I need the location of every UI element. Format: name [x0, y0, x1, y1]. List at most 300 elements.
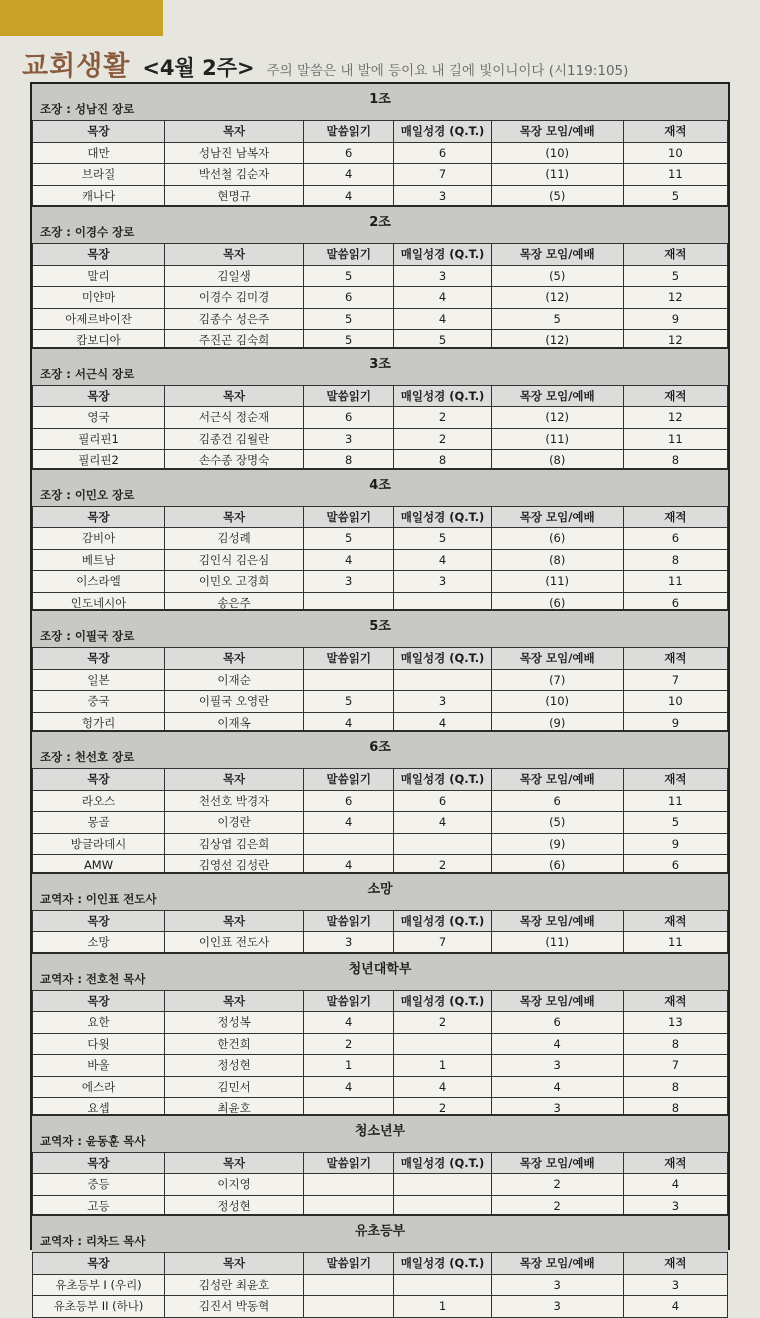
group-section: [32, 952, 728, 1120]
table-cell: (10): [491, 142, 623, 164]
table-cell: 김민서: [165, 1076, 304, 1098]
group-header: [32, 611, 728, 647]
table-row: [33, 932, 728, 954]
table-row: [33, 833, 728, 855]
table-cell: (8): [491, 450, 623, 472]
table-cell: 6: [304, 407, 394, 429]
group-section: [32, 1214, 728, 1318]
table-cell: 5: [491, 308, 623, 330]
table-cell: 이재옥: [165, 712, 304, 734]
table-cell: 중등: [33, 1174, 165, 1196]
table-cell: 6: [394, 142, 491, 164]
column-header: 목자: [165, 648, 304, 670]
table-cell: 2: [394, 855, 491, 877]
table-cell: 몽골: [33, 812, 165, 834]
table-cell: 성남진 남복자: [165, 142, 304, 164]
table-cell: 1: [394, 1296, 491, 1318]
table-row: [33, 571, 728, 593]
table-row: [33, 1174, 728, 1196]
attendance-table: [32, 647, 728, 734]
group-name: 유초등부: [354, 1224, 406, 1239]
table-cell: 3: [304, 571, 394, 593]
column-header: 목장 모임/예배: [491, 648, 623, 670]
attendance-table: [32, 120, 728, 207]
table-cell: 4: [304, 855, 394, 877]
column-header: 재적: [623, 648, 727, 670]
column-header: 재적: [623, 1152, 727, 1174]
table-cell: 3: [304, 932, 394, 954]
table-row: [33, 265, 728, 287]
table-cell: (6): [491, 855, 623, 877]
table-cell: 김상엽 김은희: [165, 833, 304, 855]
table-cell: 박선철 김순자: [165, 164, 304, 186]
group-leader: 교역자 : 리차드 목사: [40, 1234, 146, 1248]
column-header: 목장 모임/예배: [491, 385, 623, 407]
table-header-row: [33, 1152, 728, 1174]
group-header: [32, 1116, 728, 1152]
column-header: 말씀읽기: [304, 910, 394, 932]
table-row: [33, 164, 728, 186]
table-cell: [304, 1296, 394, 1318]
table-cell: 라오스: [33, 790, 165, 812]
group-section: [32, 872, 728, 954]
table-cell: 9: [623, 833, 727, 855]
table-cell: 김일생: [165, 265, 304, 287]
table-cell: 1: [394, 1055, 491, 1077]
table-cell: 12: [623, 330, 727, 352]
table-cell: 4: [394, 308, 491, 330]
table-cell: 유초등부 I (우리): [33, 1274, 165, 1296]
column-header: 매일성경 (Q.T.): [394, 990, 491, 1012]
column-header: 목장 모임/예배: [491, 990, 623, 1012]
table-cell: 8: [623, 1033, 727, 1055]
group-section: [32, 609, 728, 734]
table-cell: 고등: [33, 1195, 165, 1217]
table-cell: 아제르바이잔: [33, 308, 165, 330]
table-cell: 3: [394, 571, 491, 593]
group-leader: 조장 : 이민오 장로: [40, 487, 135, 502]
column-header: 말씀읽기: [304, 769, 394, 791]
column-header: 목자: [165, 990, 304, 1012]
table-header-row: [33, 990, 728, 1012]
table-cell: 3: [394, 185, 491, 207]
column-header: 매일성경 (Q.T.): [394, 1152, 491, 1174]
group-section: [32, 1114, 728, 1218]
table-cell: 미얀마: [33, 287, 165, 309]
column-header: 매일성경 (Q.T.): [394, 648, 491, 670]
group-header: [32, 84, 728, 120]
table-cell: 4: [394, 1076, 491, 1098]
table-cell: 4: [304, 1076, 394, 1098]
column-header: 매일성경 (Q.T.): [394, 506, 491, 528]
column-header: 목장 모임/예배: [491, 1152, 623, 1174]
table-cell: 정성복: [165, 1012, 304, 1034]
column-header: 목장: [33, 385, 165, 407]
table-cell: 김성란 최윤호: [165, 1274, 304, 1296]
table-cell: 이필국 오영란: [165, 691, 304, 713]
group-section: [32, 468, 728, 615]
table-cell: 7: [623, 1055, 727, 1077]
table-header-row: [33, 385, 728, 407]
column-header: 매일성경 (Q.T.): [394, 1253, 491, 1275]
table-cell: 3: [491, 1098, 623, 1120]
group-section: [32, 205, 728, 352]
table-cell: (11): [491, 428, 623, 450]
table-cell: (5): [491, 812, 623, 834]
table-cell: 3: [623, 1195, 727, 1217]
group-leader: 조장 : 서근식 장로: [40, 366, 135, 381]
table-cell: (9): [491, 833, 623, 855]
table-row: [33, 287, 728, 309]
table-cell: 3: [394, 691, 491, 713]
table-cell: 캄보디아: [33, 330, 165, 352]
table-cell: 천선호 박경자: [165, 790, 304, 812]
table-cell: [304, 1174, 394, 1196]
table-cell: 6: [623, 528, 727, 550]
group-name: 3조: [369, 356, 391, 372]
table-cell: 3: [394, 265, 491, 287]
column-header: 목장 모임/예배: [491, 910, 623, 932]
table-header-row: [33, 648, 728, 670]
table-row: [33, 428, 728, 450]
table-cell: 4: [394, 287, 491, 309]
table-cell: [394, 1033, 491, 1055]
table-cell: 3: [491, 1274, 623, 1296]
page-title: 교회생활: [22, 51, 131, 82]
column-header: 목장: [33, 244, 165, 266]
table-cell: 5: [304, 330, 394, 352]
group-header: [32, 349, 728, 385]
table-cell: 김진서 박동혁: [165, 1296, 304, 1318]
column-header: 재적: [623, 506, 727, 528]
attendance-table: [32, 243, 728, 352]
table-row: [33, 185, 728, 207]
table-cell: 영국: [33, 407, 165, 429]
column-header: 목장 모임/예배: [491, 1253, 623, 1275]
table-cell: 10: [623, 691, 727, 713]
table-row: [33, 669, 728, 691]
column-header: 재적: [623, 769, 727, 791]
table-cell: 이경란: [165, 812, 304, 834]
column-header: 목자: [165, 910, 304, 932]
table-cell: 4: [394, 712, 491, 734]
table-cell: 이인표 전도사: [165, 932, 304, 954]
table-cell: 김종건 김월란: [165, 428, 304, 450]
table-row: [33, 691, 728, 713]
table-cell: (9): [491, 712, 623, 734]
column-header: 목장: [33, 648, 165, 670]
group-name: 2조: [369, 215, 391, 230]
table-cell: 정성현: [165, 1195, 304, 1217]
column-header: 재적: [623, 244, 727, 266]
table-cell: 방글라데시: [33, 833, 165, 855]
table-cell: 2: [304, 1033, 394, 1055]
table-cell: 8: [623, 1098, 727, 1120]
table-cell: 12: [623, 407, 727, 429]
table-row: [33, 1274, 728, 1296]
group-section: [32, 730, 728, 877]
group-section: [32, 84, 728, 207]
table-cell: 김인식 김은심: [165, 549, 304, 571]
column-header: 매일성경 (Q.T.): [394, 385, 491, 407]
table-cell: [394, 833, 491, 855]
group-header: [32, 470, 728, 506]
table-cell: 이민오 고경희: [165, 571, 304, 593]
table-header-row: [33, 910, 728, 932]
group-name: 소망: [367, 881, 393, 897]
table-cell: 5: [394, 330, 491, 352]
table-cell: 2: [394, 1098, 491, 1120]
attendance-table: [32, 1252, 728, 1318]
column-header: 말씀읽기: [304, 244, 394, 266]
table-cell: 9: [623, 712, 727, 734]
table-cell: 한건희: [165, 1033, 304, 1055]
group-name: 5조: [369, 619, 391, 634]
table-cell: 5: [623, 185, 727, 207]
column-header: 목장 모임/예배: [491, 769, 623, 791]
table-header-row: [33, 769, 728, 791]
table-cell: 8: [304, 450, 394, 472]
table-cell: 말리: [33, 265, 165, 287]
column-header: 재적: [623, 121, 727, 143]
column-header: 목장: [33, 1253, 165, 1275]
table-cell: 김성례: [165, 528, 304, 550]
table-cell: 11: [623, 571, 727, 593]
table-row: [33, 549, 728, 571]
group-leader: 조장 : 이필국 장로: [40, 629, 135, 643]
table-cell: 김종수 성은주: [165, 308, 304, 330]
table-cell: 5: [623, 265, 727, 287]
table-cell: (12): [491, 287, 623, 309]
group-leader: 교역자 : 이인표 전도사: [40, 891, 157, 906]
group-header: [32, 732, 728, 768]
table-cell: 4: [394, 812, 491, 834]
column-header: 말씀읽기: [304, 990, 394, 1012]
table-header-row: [33, 121, 728, 143]
column-header: 말씀읽기: [304, 1152, 394, 1174]
table-cell: (11): [491, 164, 623, 186]
column-header: 매일성경 (Q.T.): [394, 910, 491, 932]
attendance-table: [32, 1152, 728, 1218]
table-cell: 10: [623, 142, 727, 164]
bible-verse: 주의 말씀은 내 발에 등이요 내 길에 빛이니이다 (시119:105): [266, 63, 629, 79]
table-cell: (6): [491, 528, 623, 550]
table-cell: 6: [304, 142, 394, 164]
table-cell: 1: [304, 1055, 394, 1077]
table-cell: 4: [491, 1033, 623, 1055]
table-cell: 13: [623, 1012, 727, 1034]
group-name: 6조: [369, 740, 391, 755]
column-header: 목자: [165, 121, 304, 143]
column-header: 목장: [33, 990, 165, 1012]
table-cell: 서근식 정순재: [165, 407, 304, 429]
table-cell: [304, 669, 394, 691]
table-cell: 필리핀2: [33, 450, 165, 472]
attendance-table: [32, 990, 728, 1120]
column-header: 매일성경 (Q.T.): [394, 769, 491, 791]
table-cell: 요한: [33, 1012, 165, 1034]
table-cell: 2: [394, 1012, 491, 1034]
column-header: 매일성경 (Q.T.): [394, 244, 491, 266]
table-cell: 6: [304, 287, 394, 309]
table-cell: 필리핀1: [33, 428, 165, 450]
group-leader: 교역자 : 윤동훈 목사: [40, 1133, 146, 1148]
table-cell: 브라질: [33, 164, 165, 186]
column-header: 목장: [33, 506, 165, 528]
table-cell: 현명규: [165, 185, 304, 207]
table-row: [33, 528, 728, 550]
table-cell: (12): [491, 330, 623, 352]
table-cell: 6: [491, 1012, 623, 1034]
table-cell: [304, 1274, 394, 1296]
group-leader: 조장 : 천선호 장로: [40, 750, 135, 764]
table-row: [33, 142, 728, 164]
table-header-row: [33, 244, 728, 266]
table-cell: 베트남: [33, 549, 165, 571]
table-cell: [394, 1274, 491, 1296]
table-cell: 최윤호: [165, 1098, 304, 1120]
table-cell: [394, 1174, 491, 1196]
table-cell: 2: [491, 1174, 623, 1196]
group-header: [32, 1216, 728, 1252]
table-row: [33, 1033, 728, 1055]
table-cell: 3: [304, 428, 394, 450]
table-cell: 캐나다: [33, 185, 165, 207]
table-cell: 4: [304, 812, 394, 834]
table-row: [33, 1012, 728, 1034]
table-cell: 7: [394, 164, 491, 186]
table-cell: 4: [623, 1296, 727, 1318]
table-cell: 11: [623, 164, 727, 186]
table-header-row: [33, 1253, 728, 1275]
group-name: 4조: [369, 477, 391, 493]
table-cell: 2: [491, 1195, 623, 1217]
table-cell: 5: [304, 528, 394, 550]
column-header: 목장: [33, 910, 165, 932]
table-cell: 11: [623, 790, 727, 812]
table-cell: 감비아: [33, 528, 165, 550]
column-header: 목자: [165, 244, 304, 266]
column-header: 목장 모임/예배: [491, 121, 623, 143]
column-header: 목자: [165, 385, 304, 407]
column-header: 말씀읽기: [304, 121, 394, 143]
table-cell: 12: [623, 287, 727, 309]
column-header: 말씀읽기: [304, 506, 394, 528]
table-cell: 송은주: [165, 592, 304, 614]
table-cell: 6: [623, 855, 727, 877]
table-cell: 이스라엘: [33, 571, 165, 593]
table-cell: 3: [623, 1274, 727, 1296]
table-row: [33, 1055, 728, 1077]
table-cell: 6: [394, 790, 491, 812]
table-cell: 6: [304, 790, 394, 812]
table-cell: 9: [623, 308, 727, 330]
table-cell: 손수종 장명숙: [165, 450, 304, 472]
group-header: [32, 874, 728, 910]
table-row: [33, 308, 728, 330]
table-cell: 4: [304, 1012, 394, 1034]
group-leader: 조장 : 이경수 장로: [40, 225, 135, 239]
table-cell: 유초등부 II (하나): [33, 1296, 165, 1318]
table-cell: 7: [623, 669, 727, 691]
table-cell: 4: [304, 185, 394, 207]
table-cell: 중국: [33, 691, 165, 713]
table-cell: (6): [491, 592, 623, 614]
column-header: 매일성경 (Q.T.): [394, 121, 491, 143]
table-cell: (12): [491, 407, 623, 429]
table-cell: 인도네시아: [33, 592, 165, 614]
table-cell: 소망: [33, 932, 165, 954]
table-cell: (7): [491, 669, 623, 691]
column-header: 재적: [623, 385, 727, 407]
group-leader: 조장 : 성남진 장로: [40, 102, 135, 116]
table-cell: 이지영: [165, 1174, 304, 1196]
column-header: 목자: [165, 769, 304, 791]
attendance-sheet: [30, 82, 730, 1314]
table-cell: 2: [394, 428, 491, 450]
table-cell: 8: [623, 450, 727, 472]
table-row: [33, 812, 728, 834]
table-cell: 8: [394, 450, 491, 472]
table-cell: 주진곤 김숙희: [165, 330, 304, 352]
column-header: 목자: [165, 1152, 304, 1174]
table-cell: [304, 833, 394, 855]
group-header: [32, 207, 728, 243]
table-cell: 11: [623, 428, 727, 450]
table-cell: 8: [623, 1076, 727, 1098]
column-header: 말씀읽기: [304, 385, 394, 407]
table-row: [33, 1076, 728, 1098]
week-label: <4월 2주>: [142, 56, 255, 80]
corner-accent: [0, 0, 163, 36]
table-cell: (10): [491, 691, 623, 713]
group-name: 청소년부: [354, 1123, 406, 1139]
table-cell: 4: [304, 549, 394, 571]
table-cell: (5): [491, 185, 623, 207]
column-header: 재적: [623, 990, 727, 1012]
column-header: 말씀읽기: [304, 648, 394, 670]
table-cell: 11: [623, 932, 727, 954]
attendance-table: [32, 910, 728, 954]
table-cell: 8: [623, 549, 727, 571]
table-row: [33, 1296, 728, 1318]
table-cell: 4: [491, 1076, 623, 1098]
table-cell: 대만: [33, 142, 165, 164]
table-cell: 요셉: [33, 1098, 165, 1120]
table-cell: 4: [623, 1174, 727, 1196]
table-cell: 6: [623, 592, 727, 614]
table-cell: 이재순: [165, 669, 304, 691]
table-cell: 5: [304, 265, 394, 287]
table-cell: 김영선 김성란: [165, 855, 304, 877]
group-header: [32, 954, 728, 990]
table-cell: 4: [394, 549, 491, 571]
table-cell: (5): [491, 265, 623, 287]
attendance-table: [32, 768, 728, 877]
table-cell: (11): [491, 571, 623, 593]
table-cell: 바울: [33, 1055, 165, 1077]
table-row: [33, 790, 728, 812]
table-row: [33, 407, 728, 429]
table-cell: (8): [491, 549, 623, 571]
table-cell: 4: [304, 712, 394, 734]
attendance-table: [32, 506, 728, 615]
table-cell: AMW: [33, 855, 165, 877]
table-cell: 정성현: [165, 1055, 304, 1077]
group-leader: 교역자 : 전호천 목사: [40, 971, 146, 986]
column-header: 목장: [33, 1152, 165, 1174]
table-cell: 5: [304, 691, 394, 713]
